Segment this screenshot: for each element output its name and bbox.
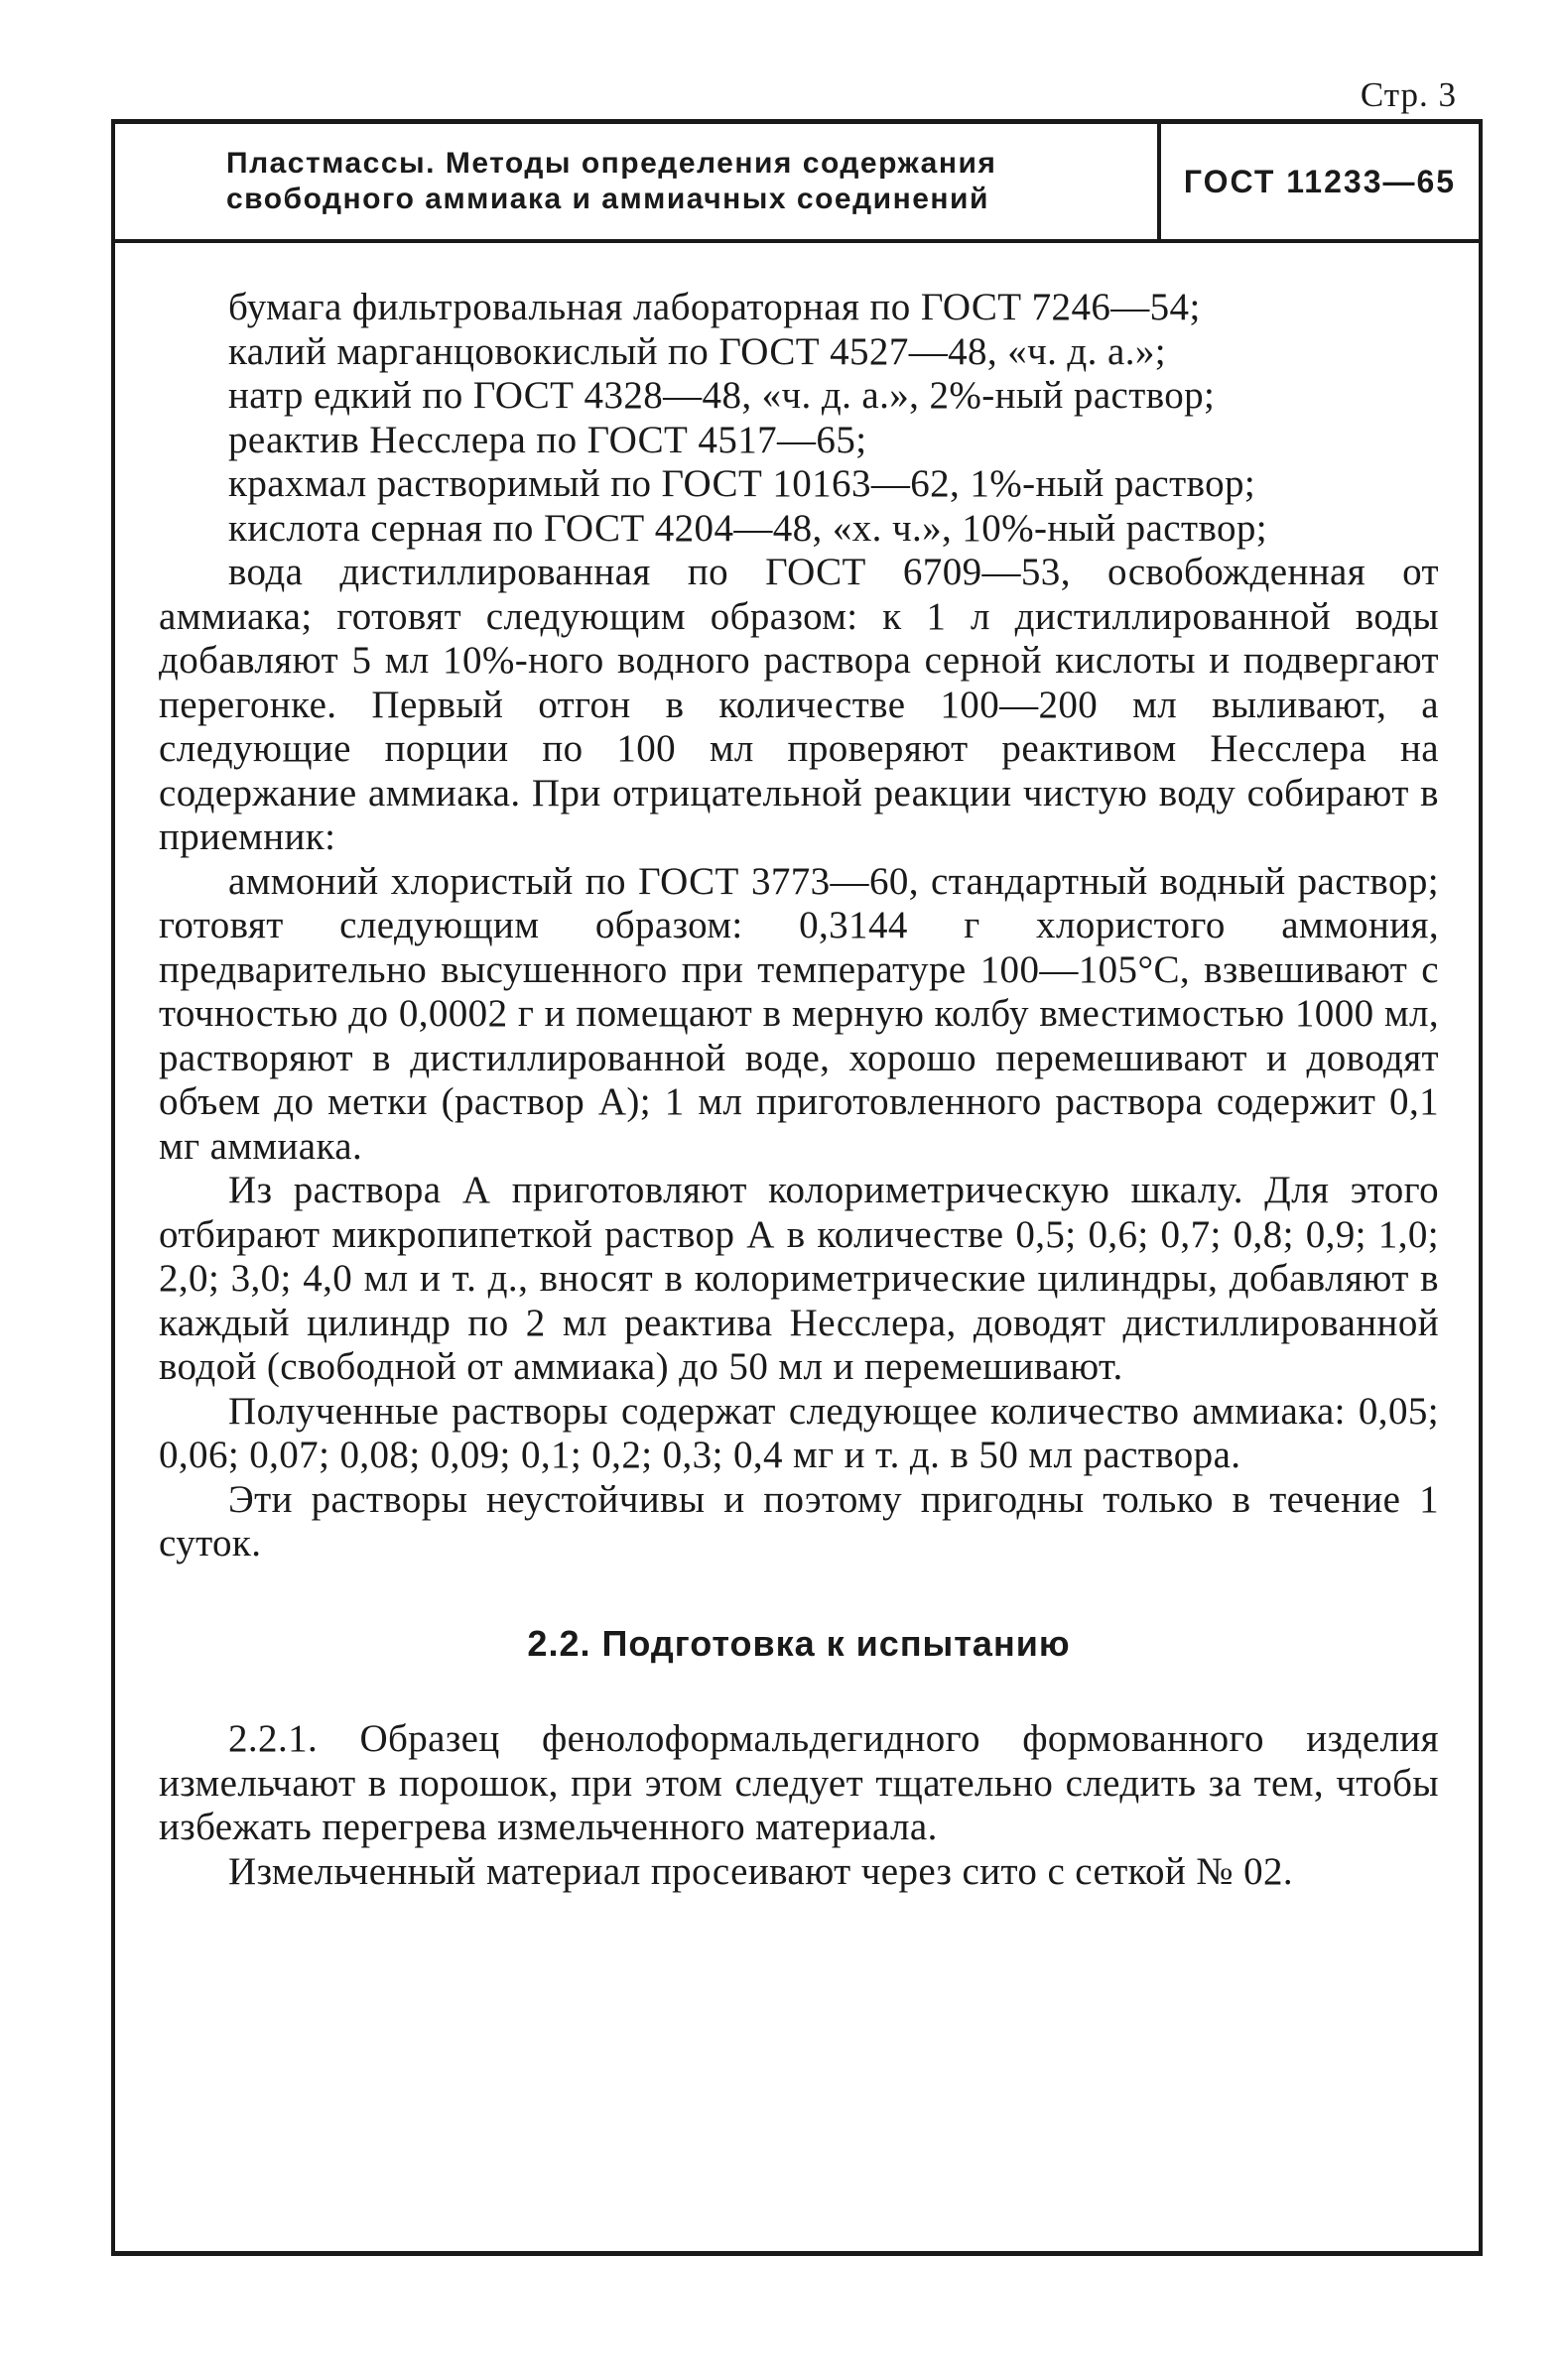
paragraph-sodium-hydroxide: натр едкий по ГОСТ 4328—48, «ч. д. а.», 2%-ный раствор; bbox=[228, 374, 1216, 417]
paragraph-sample-grinding: 2.2.1. Образец фенолоформальдегидного формованного изделия измельчают в порошок, при этом следует тщательно следить за тем, чтобы избежать перегрева измельченного материала. bbox=[159, 1717, 1439, 1848]
paragraph-solutions-content: Полученные растворы содержат следующее количество аммиака: 0,05; 0,06; 0,07; 0,08; 0,09; 0,1; 0,2; 0,3; 0,4 мг и т. д. в 50 мл раствора. bbox=[159, 1389, 1439, 1476]
paragraph-potassium-permanganate: калий марганцовокислый по ГОСТ 4527—48, «ч. д. а.»; bbox=[228, 329, 1166, 373]
header-title-line-2: свободного аммиака и аммиачных соединений bbox=[226, 183, 989, 215]
paragraph-solutions-stability: Эти растворы неустойчивы и поэтому пригодны только в течение 1 суток. bbox=[159, 1477, 1439, 1565]
document-header bbox=[115, 124, 1479, 243]
standard-code: ГОСТ 11233—65 bbox=[1183, 163, 1457, 199]
paragraph-starch: крахмал растворимый по ГОСТ 10163—62, 1%-ный раствор; bbox=[228, 462, 1256, 505]
paragraph-colorimetric-scale: Из раствора А приготовляют колориметрическую шкалу. Для этого отбирают микропипеткой раствор А в количестве 0,5; 0,6; 0,7; 0,8; 0,9; 1,0; 2,0; 3,0; 4,0 мл и т. д., вносят в колориметрические цилиндры, добавляют в каждый цилиндр по 2 мл реактива Несслера, доводят дистиллированной водой (свободной от аммиака) до 50 мл и перемешивают. bbox=[159, 1169, 1439, 1388]
body-text bbox=[159, 286, 1439, 1894]
paragraph-ammonium-chloride: аммоний хлористый по ГОСТ 3773—60, стандартный водный раствор; готовят следующим образом: 0,3144 г хлористого аммония, предварительно высушенного при температуре 100—105°С, взвешивают с точностью до 0,0002 г и помещают в мерную колбу вместимостью 1000 мл, растворяют в дистиллированной воде, хорошо перемешивают и доводят объем до метки (раствор А); 1 мл приготовленного раствора содержит 0,1 мг аммиака. bbox=[159, 859, 1439, 1168]
paragraph-sulfuric-acid: кислота серная по ГОСТ 4204—48, «х. ч.», 10%-ный раствор; bbox=[228, 506, 1268, 550]
paragraph-nessler-reagent: реактив Несслера по ГОСТ 4517—65; bbox=[228, 418, 867, 461]
paragraph-filter-paper: бумага фильтровальная лабораторная по ГОСТ 7246—54; bbox=[228, 286, 1201, 328]
page-number: Стр. 3 bbox=[1360, 75, 1457, 114]
header-title-line-1: Пластмассы. Методы определения содержания bbox=[226, 147, 997, 180]
paragraph-sieving: Измельченный материал просеивают через сито с сеткой № 02. bbox=[228, 1849, 1294, 1893]
paragraph-distilled-water: вода дистиллированная по ГОСТ 6709—53, освобожденная от аммиака; готовят следующим образом: к 1 л дистиллированной воды добавляют 5 мл 10%-ного водного раствора серной кислоты и подвергают перегонке. Первый отгон в количестве 100—200 мл выливают, а следующие порции по 100 мл проверяют реактивом Несслера на содержание аммиака. При отрицательной реакции чистую воду собирают в приемник: bbox=[159, 551, 1439, 858]
section-title: 2.2. Подготовка к испытанию bbox=[527, 1622, 1071, 1664]
header-title bbox=[115, 124, 1157, 239]
